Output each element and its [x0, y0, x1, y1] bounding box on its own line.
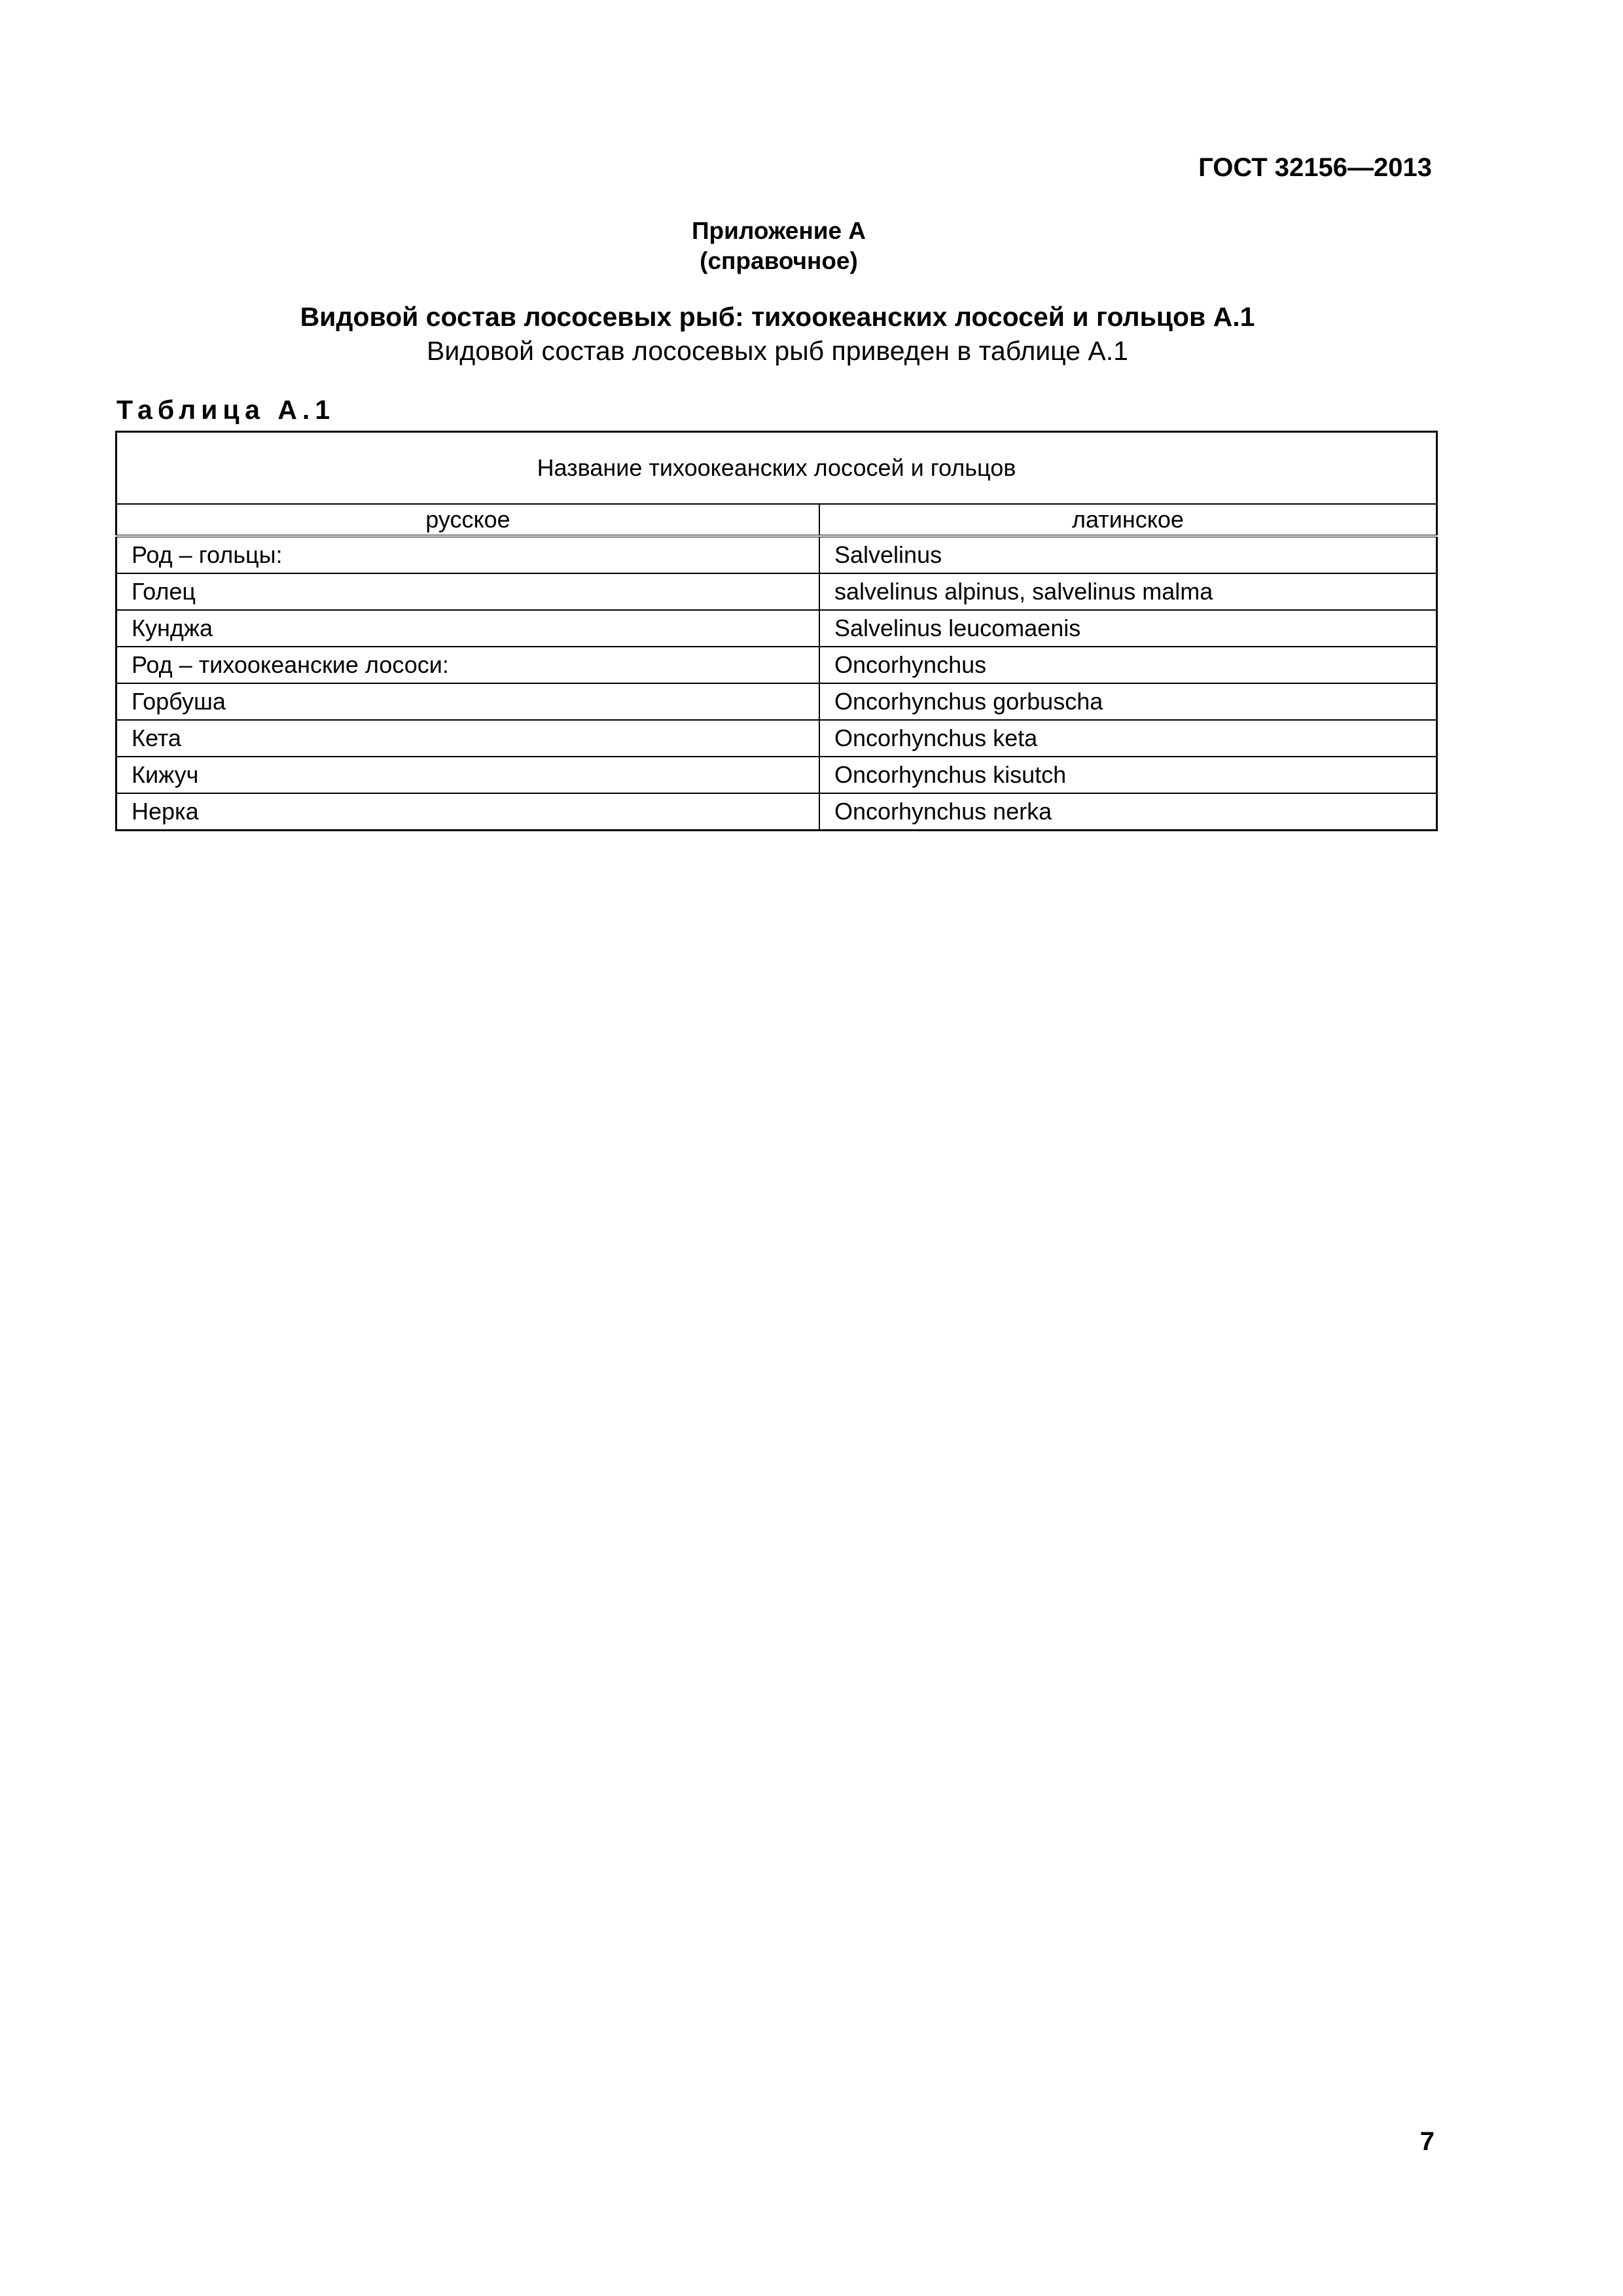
page-number: 7	[1419, 2127, 1435, 2156]
table-caption: Таблица А.1	[116, 395, 336, 425]
cell-russian: Род – тихоокеанские лососи:	[116, 647, 820, 683]
cell-latin: Oncorhynchus nerka	[819, 793, 1437, 831]
cell-latin: Oncorhynchus kisutch	[819, 757, 1437, 793]
table-row	[116, 757, 1437, 793]
section-text: Видовой состав лососевых рыб приведен в таблице А.1	[427, 336, 1128, 366]
section-title: Видовой состав лососевых рыб: тихоокеанских лососей и гольцов А.1	[300, 302, 1255, 332]
cell-latin: Salvelinus leucomaenis	[819, 610, 1437, 647]
table-header-main: Название тихоокеанских лососей и гольцов	[116, 432, 1437, 505]
species-table	[115, 431, 1438, 831]
table-row	[116, 536, 1437, 573]
table-row	[116, 720, 1437, 757]
cell-russian: Кижуч	[116, 757, 820, 793]
annex-title: Приложение А	[691, 217, 866, 244]
cell-russian: Нерка	[116, 793, 820, 831]
document-code: ГОСТ 32156—2013	[1198, 153, 1432, 182]
table-row	[116, 610, 1437, 647]
table-row	[116, 683, 1437, 720]
annex-type: (справочное)	[700, 247, 858, 274]
cell-latin: Salvelinus	[819, 536, 1437, 573]
table-row	[116, 573, 1437, 610]
annex-heading	[0, 216, 1558, 276]
cell-latin: Oncorhynchus gorbuscha	[819, 683, 1437, 720]
cell-russian: Кета	[116, 720, 820, 757]
cell-russian: Горбуша	[116, 683, 820, 720]
cell-russian: Род – гольцы:	[116, 536, 820, 573]
column-header-russian: русское	[116, 504, 820, 536]
table-row	[116, 647, 1437, 683]
cell-latin: salvelinus alpinus, salvelinus malma	[819, 573, 1437, 610]
table-row	[116, 793, 1437, 831]
column-header-latin: латинское	[819, 504, 1437, 536]
cell-russian: Голец	[116, 573, 820, 610]
cell-russian: Кунджа	[116, 610, 820, 647]
cell-latin: Oncorhynchus	[819, 647, 1437, 683]
cell-latin: Oncorhynchus keta	[819, 720, 1437, 757]
